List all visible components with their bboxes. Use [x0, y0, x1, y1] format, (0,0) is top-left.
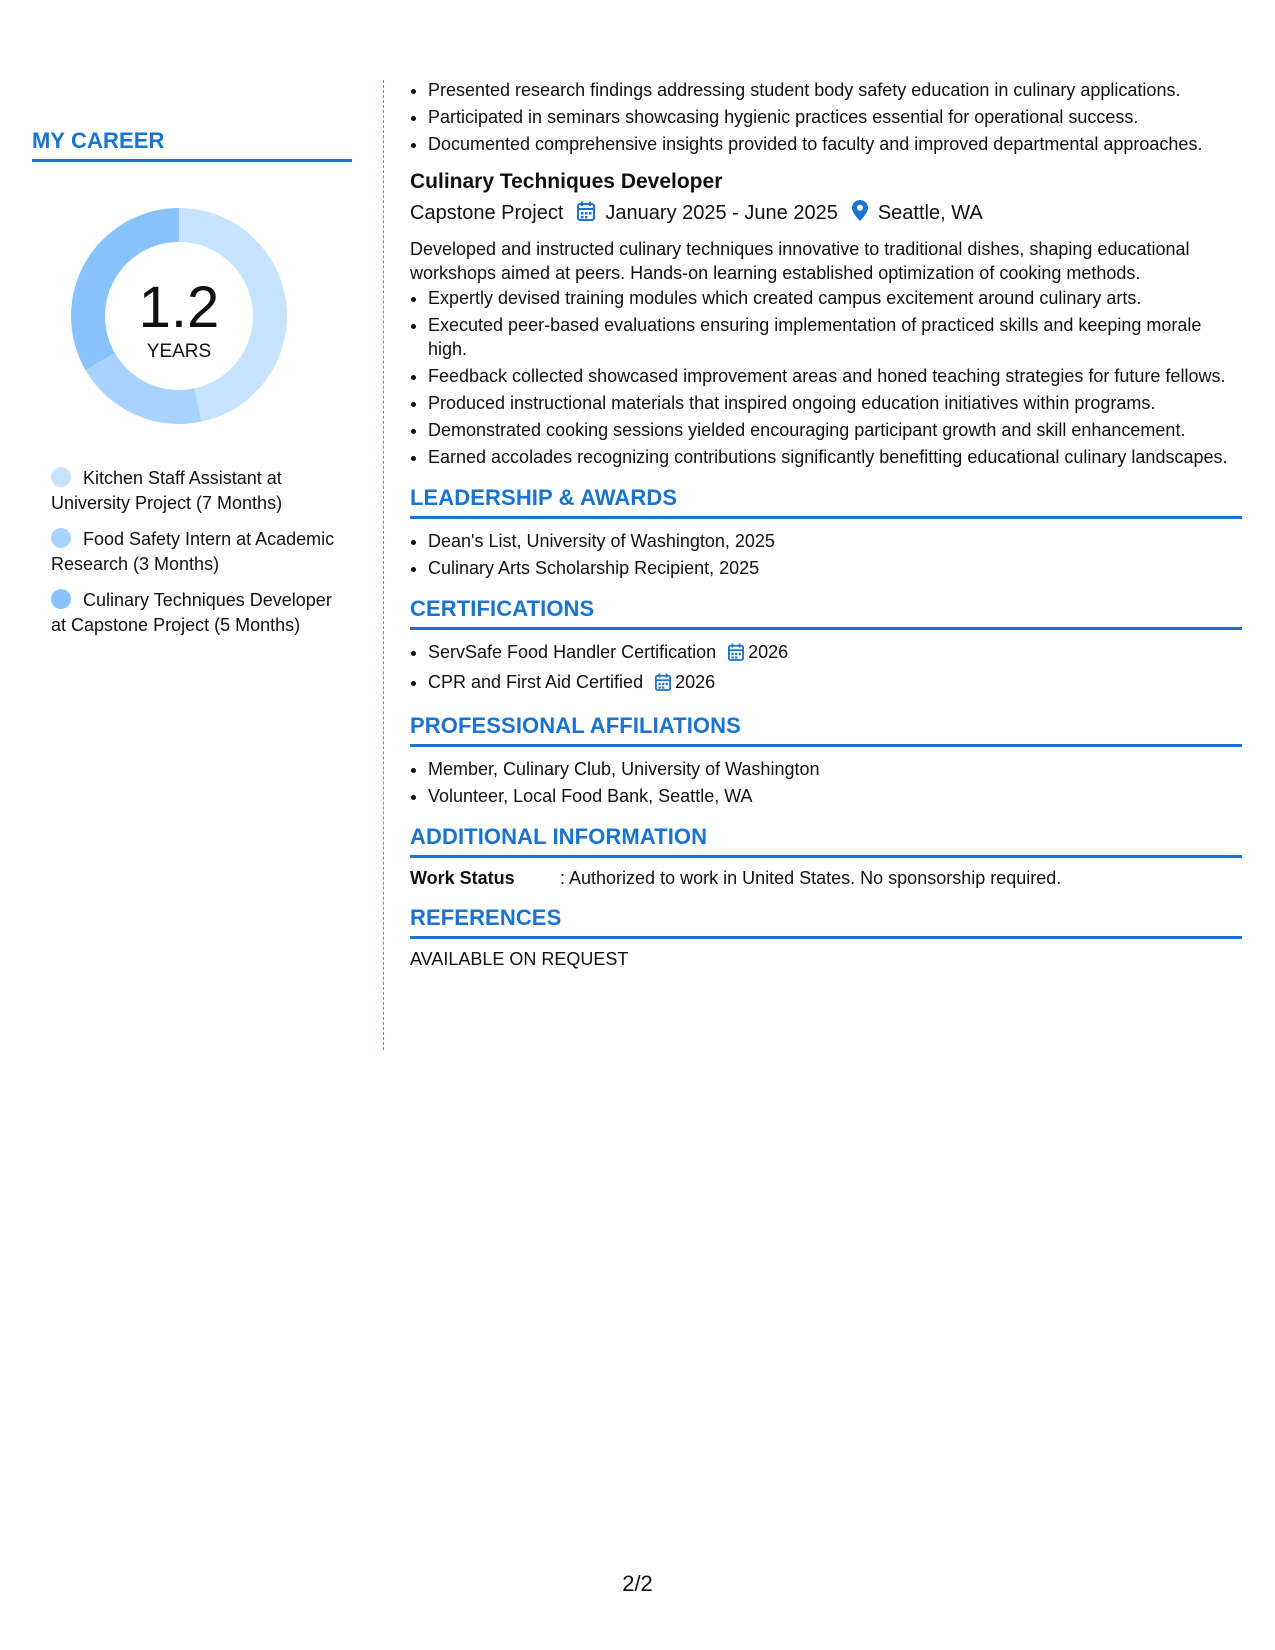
references-section — [410, 905, 1242, 970]
total-years-label: YEARS — [146, 341, 212, 362]
donut-center-label — [66, 203, 292, 429]
calendar-icon — [655, 673, 671, 697]
affiliations-list — [410, 757, 1242, 808]
job-bullets — [410, 286, 1242, 469]
leadership-section — [410, 485, 1242, 580]
bullet-item: • Documented comprehensive insights provided to faculty and improved departmental approaches. — [428, 132, 1242, 156]
legend-dot-icon — [51, 467, 71, 487]
award-item: • Culinary Arts Scholarship Recipient, 2025 — [428, 556, 1242, 580]
career-legend-item — [51, 588, 351, 637]
job-title: Culinary Techniques Developer — [410, 170, 723, 193]
bullet-item: • Participated in seminars showcasing hygienic practices essential for operational success. — [428, 105, 1242, 129]
career-legend-text: Kitchen Staff Assistant at University Project (7 Months) — [51, 468, 283, 513]
bullet-item: • Expertly devised training modules which created campus excitement around culinary arts. — [428, 286, 1242, 310]
calendar-icon — [577, 201, 595, 227]
work-status-value: : Authorized to work in United States. No sponsorship required. — [560, 868, 1062, 888]
certification-item — [428, 640, 1242, 667]
main-content — [410, 78, 1242, 970]
career-legend-item — [51, 466, 351, 515]
career-section-title: MY CAREER — [32, 128, 352, 162]
certifications-section — [410, 596, 1242, 697]
legend-dot-icon — [51, 589, 71, 609]
career-legend-text: Culinary Techniques Developer at Capstone Project (5 Months) — [51, 590, 332, 635]
certification-name: ServSafe Food Handler Certification — [428, 642, 717, 662]
additional-info-title: ADDITIONAL INFORMATION — [410, 824, 1242, 858]
bullet-item: • Produced instructional materials that inspired ongoing education initiatives within programs. — [428, 391, 1242, 415]
award-item: • Dean's List, University of Washington, 2025 — [428, 529, 1242, 553]
job-description: Developed and instructed culinary techniques innovative to traditional dishes, shaping educational workshops aimed at peers. Hands-on learning established optimization of cooking methods. — [410, 239, 1190, 283]
references-text: AVAILABLE ON REQUEST — [410, 949, 629, 969]
career-legend-text: Food Safety Intern at Academic Research (3 Months) — [51, 529, 335, 574]
job-meta — [410, 200, 1242, 227]
additional-info-section — [410, 824, 1242, 889]
certifications-list — [410, 640, 1242, 697]
certifications-title: CERTIFICATIONS — [410, 596, 1242, 630]
leadership-list — [410, 529, 1242, 580]
column-divider — [383, 80, 384, 1050]
leadership-title: LEADERSHIP & AWARDS — [410, 485, 1242, 519]
job-dates: January 2025 - June 2025 — [605, 202, 838, 224]
job-company: Capstone Project — [410, 202, 564, 224]
work-status-row — [410, 868, 1242, 889]
affiliations-title: PROFESSIONAL AFFILIATIONS — [410, 713, 1242, 747]
legend-dot-icon — [51, 528, 71, 548]
certification-year: 2026 — [675, 672, 716, 692]
career-legend — [51, 466, 351, 649]
affiliation-item: • Volunteer, Local Food Bank, Seattle, WA — [428, 784, 1242, 808]
bullet-item: • Feedback collected showcased improvement areas and honed teaching strategies for future fellows. — [428, 364, 1242, 388]
certification-item — [428, 670, 1242, 697]
certification-year: 2026 — [748, 642, 789, 662]
total-years-value: 1.2 — [138, 275, 220, 340]
bullet-item: • Presented research findings addressing student body safety education in culinary applications. — [428, 78, 1242, 102]
affiliations-section — [410, 713, 1242, 808]
certification-name: CPR and First Aid Certified — [428, 672, 644, 692]
bullet-item: • Demonstrated cooking sessions yielded encouraging participant growth and skill enhancement. — [428, 418, 1242, 442]
bullet-item: • Executed peer-based evaluations ensuring implementation of practiced skills and keeping morale high. — [428, 313, 1242, 361]
calendar-icon — [728, 643, 744, 667]
references-title: REFERENCES — [410, 905, 1242, 939]
work-status-label: Work Status — [410, 868, 515, 888]
page-number: 2/2 — [622, 1571, 653, 1596]
map-pin-icon — [852, 200, 868, 227]
affiliation-item: • Member, Culinary Club, University of Washington — [428, 757, 1242, 781]
previous-job-bullets — [410, 78, 1242, 156]
job-location: Seattle, WA — [877, 202, 983, 224]
bullet-item: • Earned accolades recognizing contributions significantly benefitting educational culinary landscapes. — [428, 445, 1242, 469]
career-legend-item — [51, 527, 351, 576]
